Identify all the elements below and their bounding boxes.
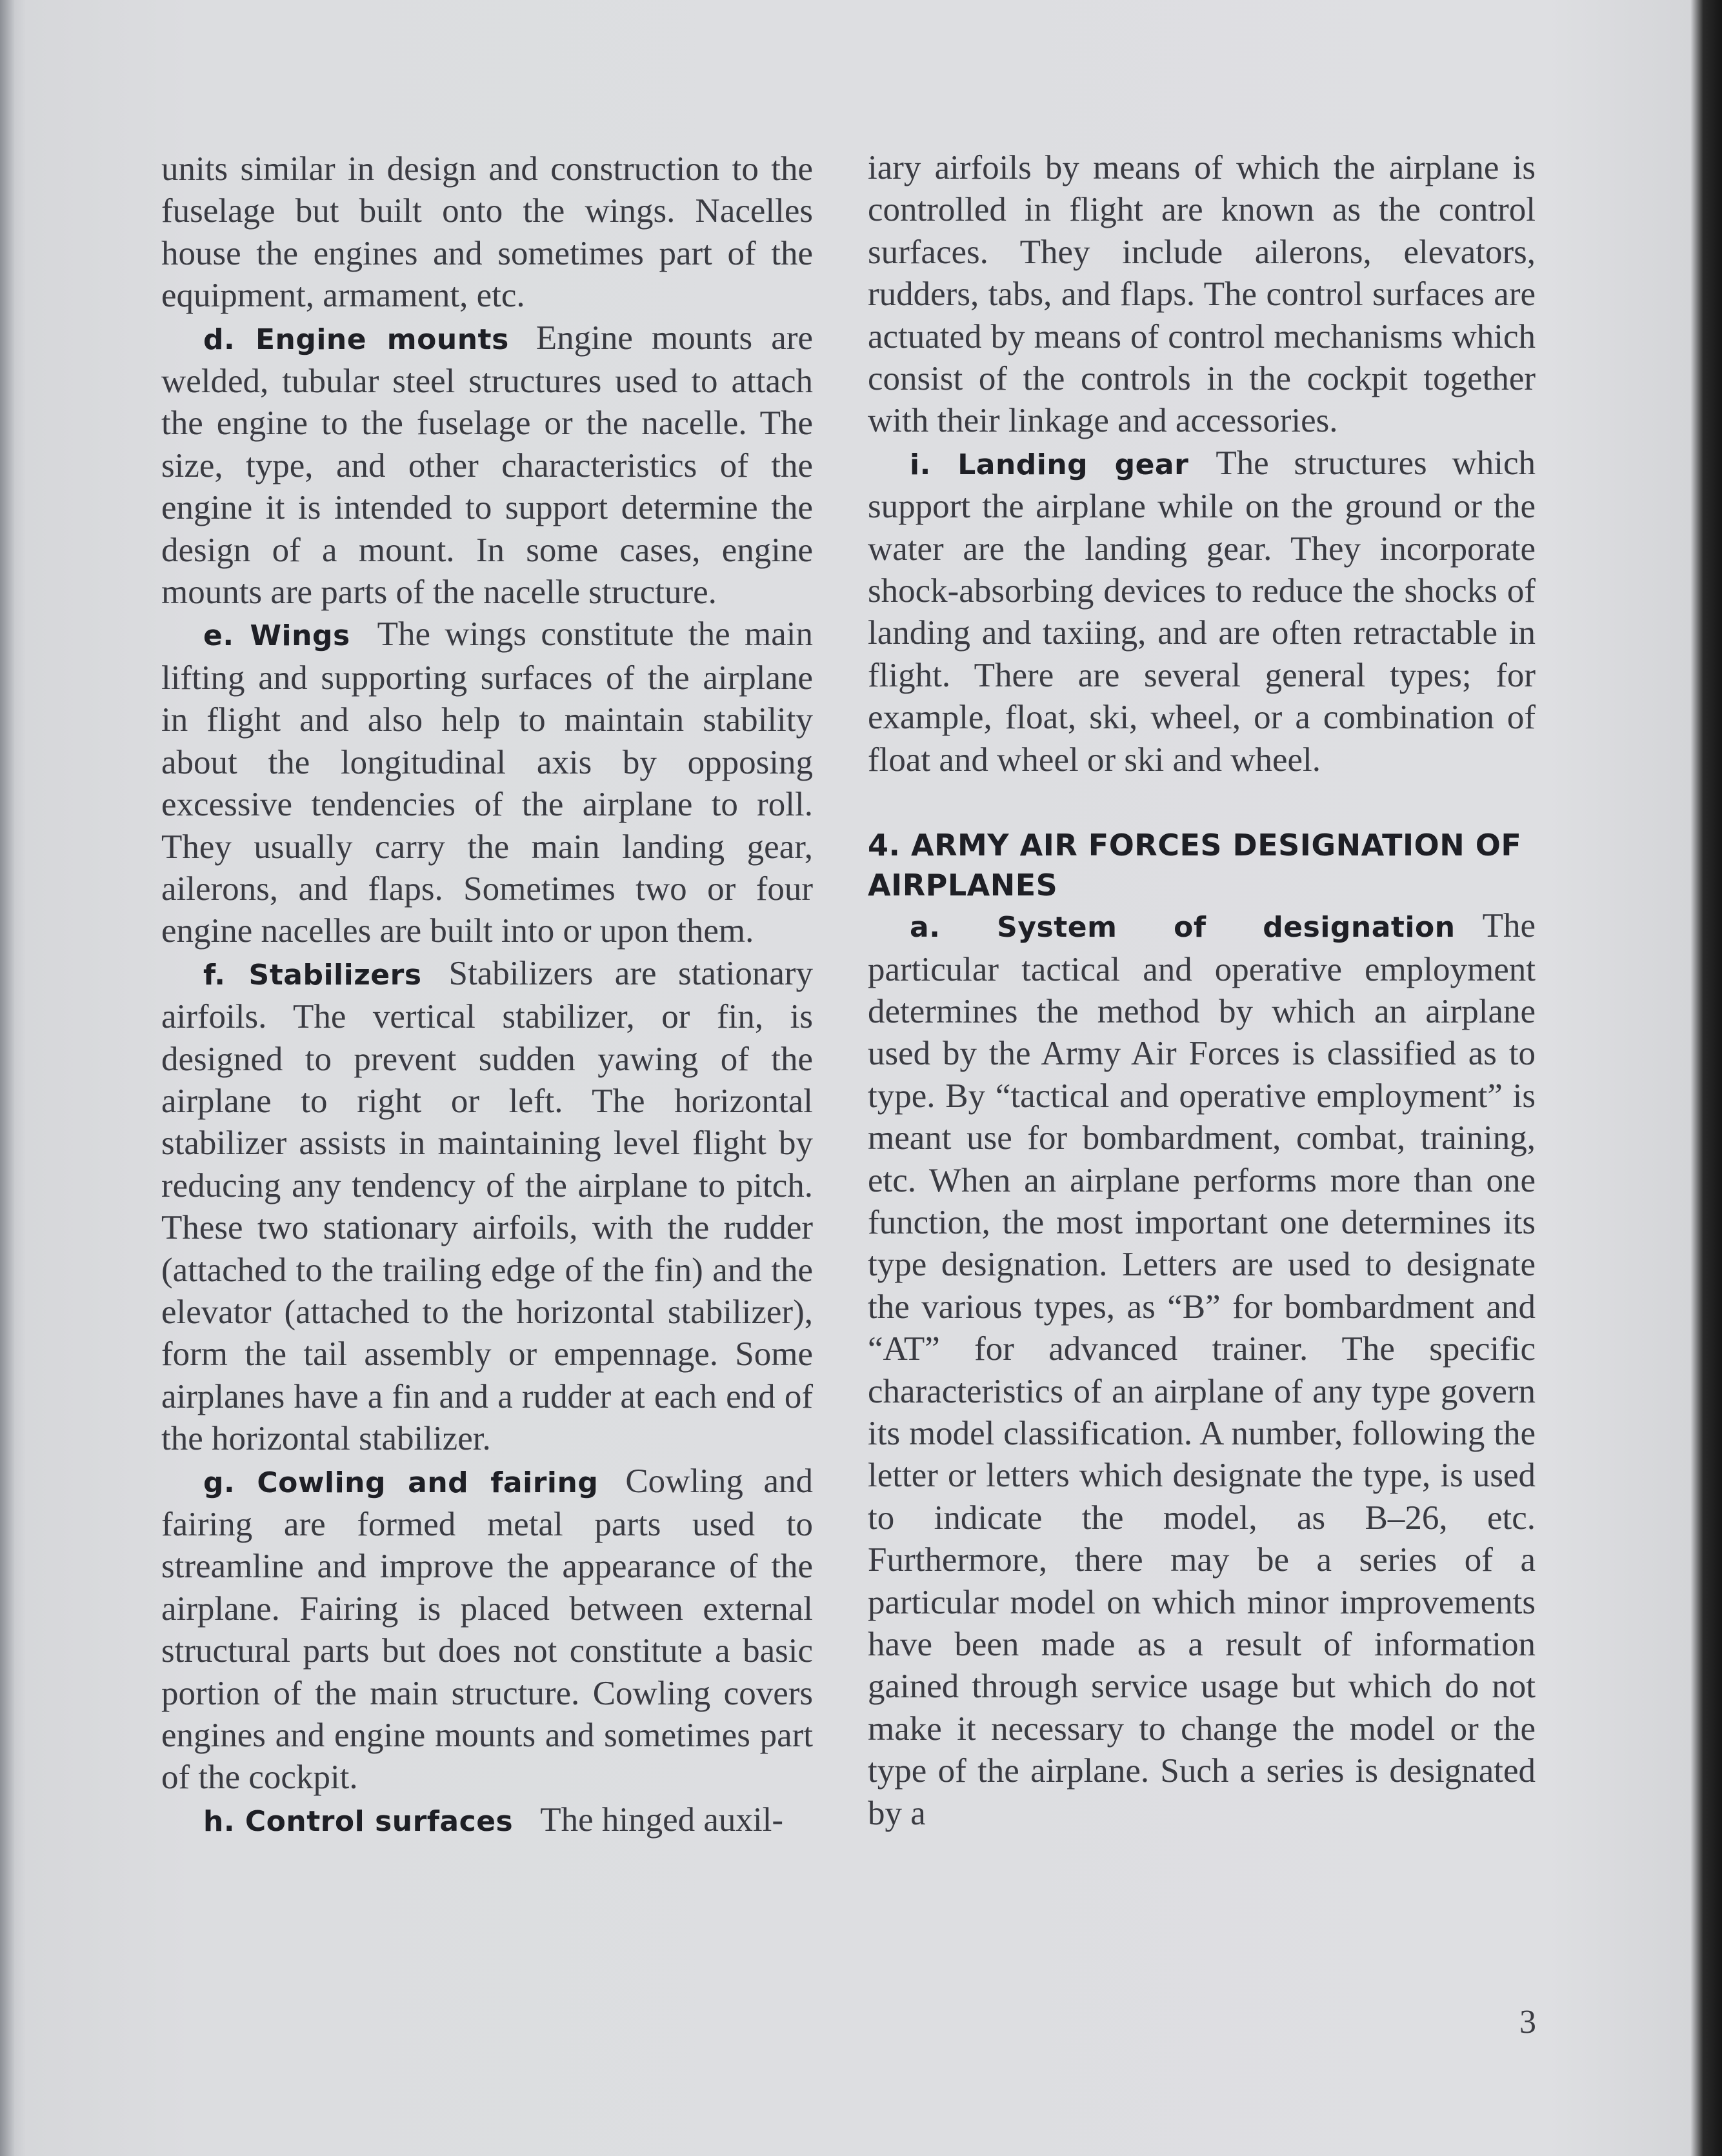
- paragraph-text: Engine mounts are welded, tubular steel structures used to attach the engine to the fuselage or the nacelle. The size, type, and other characteristics of the engine it is intended to support determine the design of a mount. In some cases, engine mounts are parts of the nacelle structure.: [161, 319, 813, 612]
- paragraph-text: iary airfoils by means of which the airplane is controlled in flight are known as the control surfaces. They include ailerons, elevators, rudders, tabs, and flaps. The control surfaces are actuated by means of control mechanisms which consist of the controls in the cockpit together with their linkage and accessories.: [868, 149, 1536, 440]
- run-in-heading: f. Stabilizers: [203, 958, 422, 992]
- paragraph-text: units similar in design and construction to the fuselage but built onto the wings. Nacelles house the engines and sometimes part of the equipment, armament, etc.: [161, 150, 813, 315]
- binding-edge: [0, 0, 14, 2156]
- paragraph-control-surfaces: [161, 1799, 813, 1842]
- paragraph-landing-gear: [868, 443, 1536, 781]
- page-number: 3: [1519, 2004, 1536, 2041]
- paragraph-text: The particular tactical and operative employment determines the method by which an airplane used by the Army Air Forces is classified as to type. By “tactical and operative employment” is meant use for bombardment, combat, training, etc. When an airplane performs more than one function, the most important one determines its type designation. Letters are used to designate the various types, as “B” for bombardment and “AT” for advanced trainer. The specific characteristics of an airplane of any type govern its model classification. A number, following the letter or letters which designate the type, is used to indicate the model, as B–26, etc. Furthermore, there may be a series of a particular model on which minor improvements have been made as a result of information gained through service usage but which do not make it necessary to change the model or the type of the airplane. Such a series is designated by a: [868, 907, 1536, 1832]
- section-heading: 4. ARMY AIR FORCES DESIGNATION OF AIRPLANES: [868, 828, 1522, 903]
- paragraph-text: The hinged auxil-: [540, 1801, 784, 1839]
- paragraph-text: The wings constitute the main lifting and supporting surfaces of the airplane in flight and also help to maintain stability about the longitudinal axis by opposing excessive tendencies of the airplane to roll. They usually carry the main landing gear, ailerons, and flaps. Sometimes two or four engine nacelles are built into or upon them.: [161, 615, 813, 950]
- paragraph-engine-mounts: [161, 317, 813, 614]
- run-in-heading: h. Control surfaces: [203, 1804, 514, 1838]
- paragraph-control-surfaces-continuation: [868, 147, 1536, 443]
- paragraph-text: Cowling and fairing are formed metal parts used to streamline and improve the appearance of the airplane. Fairing is placed between external structural parts but does not constitute a basic portion of the main structure. Cowling covers engines and engine mounts and sometimes part of the cockpit.: [161, 1462, 813, 1797]
- paragraph-wings: [161, 614, 813, 952]
- run-in-heading: e. Wings: [203, 619, 350, 653]
- paragraph-stabilizers: [161, 953, 813, 1461]
- paragraph-nacelle-continuation: [161, 148, 813, 317]
- left-column: [161, 148, 813, 1842]
- right-column: [868, 147, 1536, 1835]
- paragraph-cowling: [161, 1461, 813, 1799]
- paragraph-text: Stabilizers are stationary airfoils. The vertical stabilizer, or fin, is designed to prevent sudden yawing of the airplane to right or left. The horizontal stabilizer assists in maintaining level flight by reducing any tendency of the airplane to pitch. These two stationary airfoils, with the rudder (attached to the trailing edge of the fin) and the elevator (attached to the horizontal stabilizer), form the tail assembly or empennage. Some airplanes have a fin and a rudder at each end of the horizontal stabilizer.: [161, 954, 814, 1458]
- run-in-heading: d. Engine mounts: [203, 323, 509, 356]
- paragraph-text: The structures which support the airplane while on the ground or the water are the landing gear. They incorporate shock-absorbing devices to reduce the shocks of landing and taxiing, and are often retractable in flight. There are several general types; for example, float, ski, wheel, or a combination of float and wheel or ski and wheel.: [868, 444, 1536, 779]
- run-in-heading: a. System of designation: [910, 911, 1456, 944]
- run-in-heading: i. Landing gear: [910, 448, 1189, 481]
- run-in-heading: g. Cowling and fairing: [203, 1466, 599, 1499]
- paragraph-system-of-designation: [868, 905, 1536, 1835]
